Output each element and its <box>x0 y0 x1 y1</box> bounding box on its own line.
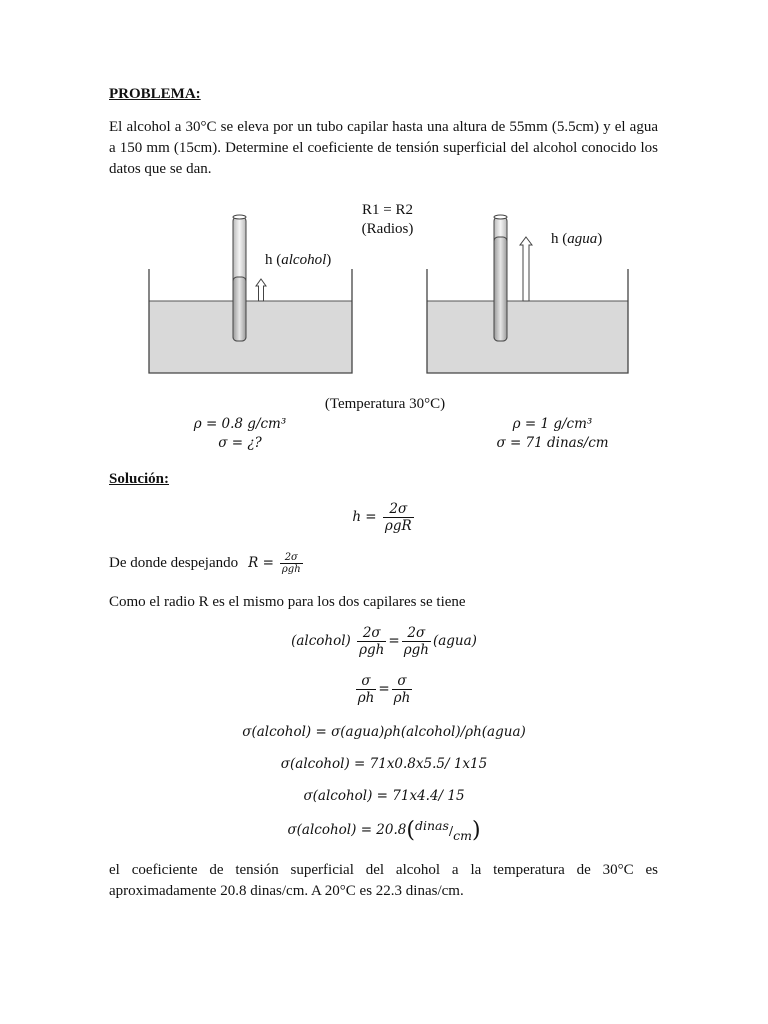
despejando-text: De donde despejando <box>109 555 239 572</box>
radius-equation: R1 = R2 <box>362 202 413 218</box>
equation-sigma-3: σ(alcohol) = 71x4.4/ 15 <box>303 788 465 804</box>
despejando-fraction <box>280 552 303 575</box>
eq-main-den: ρgR <box>384 518 412 534</box>
equation-ratio <box>320 673 448 706</box>
water-tube <box>494 215 507 341</box>
eq-equal-frac-left <box>357 625 386 658</box>
radius-note: (Radios) <box>361 221 414 237</box>
equation-sigma-2: σ(alcohol) = 71x0.8x5.5/ 1x15 <box>280 756 488 772</box>
eq-sigma4-lhs: σ(alcohol) = 20.8 <box>287 822 407 838</box>
temperature-label: (Temperatura 30°C) <box>324 396 446 412</box>
eq-ratio-sign: = <box>378 681 390 697</box>
equation-main <box>300 501 468 534</box>
eq-ratio-right <box>392 673 413 706</box>
alcohol-tension: σ = ¿? <box>218 435 262 451</box>
eq-sigma4-unit: dinas/cm <box>414 817 472 843</box>
radio-text: Como el radio R es el mismo para los dos capilares se tiene <box>109 594 466 610</box>
eq-ratio-den-right: ρh <box>393 690 411 706</box>
eq-ratio-left <box>356 673 377 706</box>
alcohol-properties <box>170 415 310 453</box>
eq-sigma4-unit-num: dinas <box>414 817 449 833</box>
h-symbol: h <box>551 231 559 247</box>
conclusion-text: el coeficiente de tensión superficial del alcohol a la temperatura de 30°C es aproximadamente 20.8 dinas/cm. A 20°C es 22.3 dinas/cm. <box>109 862 658 899</box>
radius-label <box>340 201 435 239</box>
alcohol-word: alcohol <box>281 252 327 268</box>
alcohol-height-label: h (alcohol) <box>265 252 332 268</box>
alcohol-container <box>149 269 352 373</box>
eq-sigma4-unit-den: cm <box>453 827 472 843</box>
eq-main-num: 2σ <box>383 501 414 518</box>
alcohol-tube <box>233 215 246 341</box>
equation-sigma-4: σ(alcohol) = 20.8(dinas/cm) <box>287 817 481 843</box>
water-word: agua <box>567 231 598 247</box>
water-tension: σ = 71 dinas/cm <box>496 435 609 451</box>
water-properties <box>465 415 640 453</box>
problem-heading: PROBLEMA: <box>109 86 201 102</box>
eq-equal-left: (alcohol) <box>291 633 351 649</box>
problem-text: El alcohol a 30°C se eleva por un tubo capilar hasta una altura de 55mm (5.5cm) y el agua a 150 mm (15cm). Determine el coeficiente de tensión superficial del alcohol conocido los datos que se dan. <box>109 119 658 177</box>
water-density: ρ = 1 g/cm³ <box>512 416 593 432</box>
alcohol-height-arrow <box>256 279 266 301</box>
alcohol-density: ρ = 0.8 g/cm³ <box>193 416 287 432</box>
eq-equal-num-right: 2σ <box>402 625 431 642</box>
eq-equal-den-right: ρgh <box>403 642 429 658</box>
eq-ratio-num-left: σ <box>356 673 377 690</box>
equation-equal <box>220 625 548 658</box>
eq-equal-right: (agua) <box>432 633 477 649</box>
eq-equal-num-left: 2σ <box>357 625 386 642</box>
despejando-num: 2σ <box>280 552 303 564</box>
eq-ratio-den-left: ρh <box>357 690 375 706</box>
eq-equal-frac-right <box>402 625 431 658</box>
eq-main-fraction <box>383 501 414 534</box>
water-height-arrow <box>520 237 532 301</box>
equation-sigma-1: σ(alcohol) = σ(agua)ρh(alcohol)/ρh(agua) <box>242 724 526 740</box>
eq-equal-sign: = <box>388 633 400 649</box>
eq-ratio-num-right: σ <box>392 673 413 690</box>
despejando-den: ρgh <box>281 564 301 575</box>
despejando-line <box>109 552 305 575</box>
water-height-label: h (agua) <box>551 231 603 247</box>
despejando-lhs: R = <box>248 555 274 572</box>
eq-main-lhs: h = <box>352 509 377 525</box>
eq-equal-den-left: ρgh <box>359 642 385 658</box>
solution-heading: Solución: <box>109 471 170 487</box>
h-symbol: h <box>265 252 273 268</box>
